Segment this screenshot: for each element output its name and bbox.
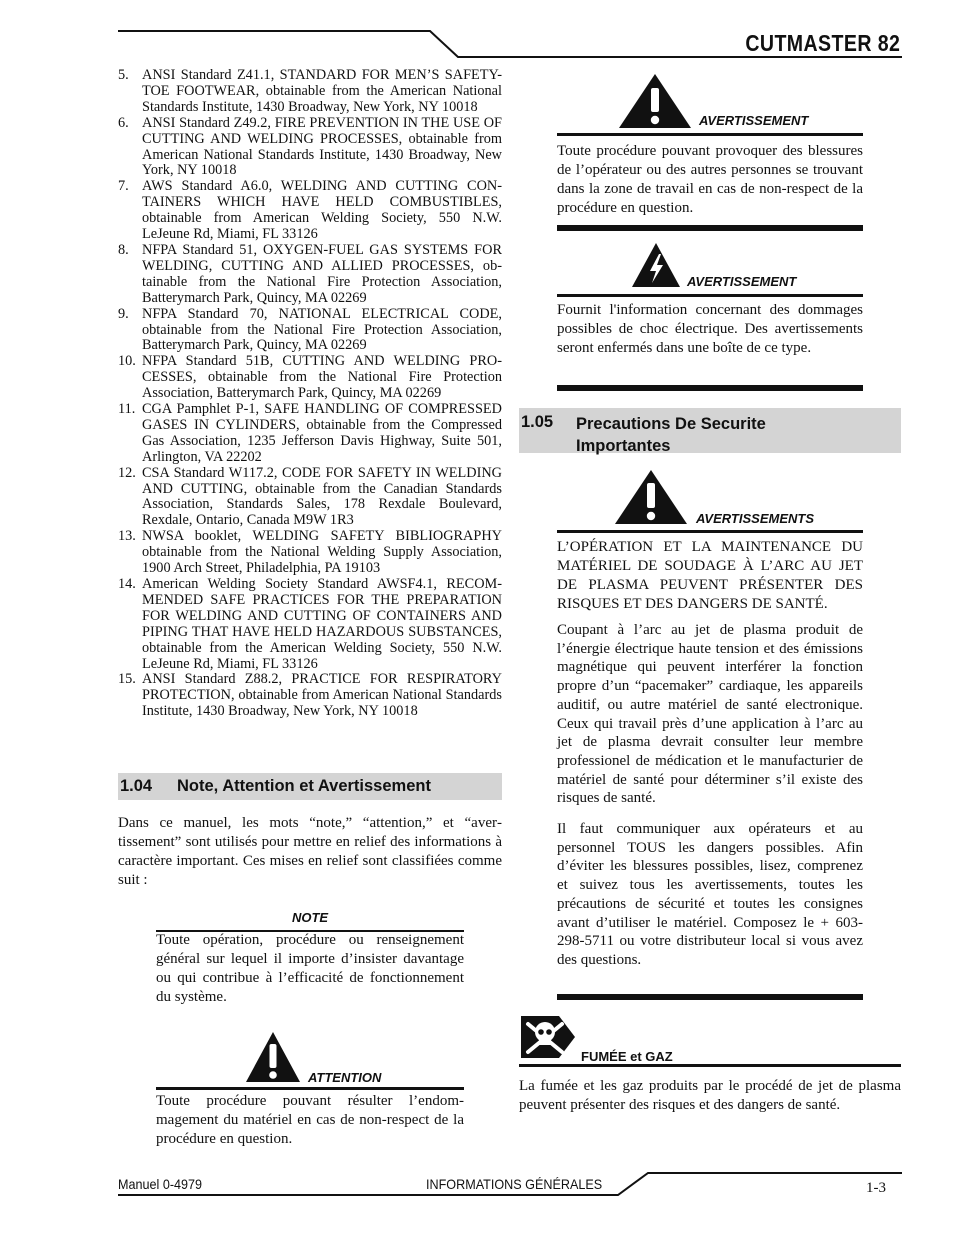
- reference-text: ANSI Standard Z41.1, STANDARD FOR MEN’S SAFETY-TOE FOOTWEAR, obtainable from the American National Standards Institute, 1430 Broadway, New York, NY 10018: [142, 67, 502, 115]
- footer-section-title: INFORMATIONS GÉNÉRALES: [426, 1176, 603, 1192]
- reference-item: [118, 672, 502, 720]
- reference-text: American Welding Society Standard AWSF4.1, RECOMMENDED SAFE PRACTICES FOR THE PREPARATION FOR WELDING AND CUTTING OF CONTAINERS AND PIPING THAT HAVE HELD HAZARDOUS SUBSTANCES, obtainable from the American Welding Society, 550 N.W. LeJeune Rd, Miami, FL 33126: [142, 576, 502, 672]
- attention-top-rule: [156, 1087, 464, 1090]
- reference-number: 10.: [118, 353, 136, 370]
- warning-box-general: [557, 68, 863, 226]
- section-intro: Dans ce manuel, les mots “note,” “attention,” et “avertissement” sont utilisés pour mettre en relief des informations à caractère important. Ces mises en relief sont classifiées comme suit :: [118, 815, 502, 888]
- warnings-paragraph-1: Coupant à l’arc au jet de plasma produit de l’énergie électrique haute tension et des émissions magnétique qui peuvent interférer la fonction propre d’un “pacemaker” cardiaque, les appareils auditif, ou autre matériel de santé electronique. Ceux qui travail près d’une application à l’arc au jet de plasma devrait consulter leur membre professionel de médication et le manufacturier de matériel de santé pour déterminer s’il existe des risques de santé.: [557, 622, 863, 807]
- warning-text: Toute procédure pouvant provoquer des blessures de l’opérateur ou des autres personnes se trouvant dans la zone de travail en cas de non-respect de la procédure en question.: [557, 143, 863, 216]
- reference-number: 11.: [118, 401, 136, 418]
- section-title: Note, Attention et Avertissement: [177, 777, 431, 795]
- reference-item: [118, 529, 502, 577]
- warning-label: AVERTISSEMENT: [699, 113, 809, 128]
- reference-text: CSA Standard W117.2, CODE FOR SAFETY IN WELDING AND CUTTING, obtainable from the Canadian Standards Association, Standards Sales, 178 Rexdale Boulevard, Rexdale, Ontario, Canada M9W 1R3: [142, 464, 502, 529]
- reference-number: 14.: [118, 576, 136, 592]
- note-top-rule: [156, 930, 464, 932]
- section-title-line-1: Precautions De Securite: [576, 415, 766, 433]
- warning-triangle-icon: [617, 72, 693, 130]
- reference-list: [118, 68, 502, 720]
- reference-text: NFPA Standard 51B, CUTTING AND WELDING PROCESSES, obtainable from the National Fire Protection Association, Batterymarch Park, Quincy, MA 02269: [142, 353, 502, 402]
- section-number: 1.04: [120, 777, 153, 795]
- warnings-label: AVERTISSEMENTS: [696, 511, 814, 526]
- fumes-rule: [519, 1064, 901, 1067]
- reference-text: NFPA Standard 51, OXYGEN-FUEL GAS SYSTEMS FOR WELDING, CUTTING AND ALLIED PROCESSES, obtainable from the National Fire Protection Association, Batterymarch Park, Quincy, MA 02269: [142, 241, 502, 306]
- electrical-bottom-rule: [557, 385, 863, 391]
- note-label: NOTE: [291, 910, 329, 925]
- reference-item: [118, 577, 502, 672]
- fumes-label: FUMÉE et GAZ: [581, 1049, 673, 1064]
- section-heading-1-05: [519, 408, 901, 453]
- note-text: Toute opération, procédure ou renseignement général sur lequel il importe d’insister davantage ou qui contribue à l’efficacité de fonctionnement du système.: [156, 932, 464, 1005]
- reference-number: 5.: [118, 67, 129, 83]
- reference-item: [118, 402, 502, 466]
- warnings-body: [557, 538, 863, 970]
- reference-text: NFPA Standard 70, NATIONAL ELECTRICAL CODE, obtainable from the National Fire Protection Association, Batterymarch Park, Quincy, MA 02269: [142, 305, 502, 354]
- skull-crossbones-icon: [519, 1012, 577, 1062]
- warnings-paragraph-2: Il faut communiquer aux opérateurs et au personnel TOUS les dangers possibles. Afin d’éviter les blessures possibles, lisez, comprenez et suivez tous les avertissements, toutes les précautions de sécurité et toutes les consignes avant d’utiliser le matériel. Composez le + 603-298-5711 ou votre distributeur local si vous avez des questions.: [557, 821, 863, 968]
- reference-number: 9.: [118, 305, 129, 322]
- reference-text: AWS Standard A6.0, WELDING AND CUTTING CONTAINERS WHICH HAVE HELD COMBUSTIBLES, obtainable from American Welding Society, 550 N.W. LeJeune Rd, Miami, FL 33126: [142, 178, 502, 243]
- warning-label: AVERTISSEMENT: [687, 274, 797, 289]
- document-title: CUTMASTER 82: [744, 30, 900, 56]
- warning-top-rule: [557, 133, 863, 136]
- reference-item: [118, 68, 502, 116]
- electrical-top-rule: [557, 294, 863, 297]
- reference-text: CGA Pamphlet P-1, SAFE HANDLING OF COMPRESSED GASES IN CYLINDERS, obtainable from the Compressed Gas Association, 1235 Jefferson Davis Highway, Suite 501, Arlington, VA 22202: [142, 401, 502, 465]
- reference-number: 7.: [118, 178, 129, 195]
- reference-item: [118, 179, 502, 243]
- section-title: [576, 413, 766, 457]
- warning-triangle-icon: [613, 468, 689, 526]
- reference-text: ANSI Standard Z49.2, FIRE PREVENTION IN THE USE OF CUTTING AND WELDING PROCESSES, obtainable from American National Standards Institute, 1430 Broadway, New York, NY 10018: [142, 114, 502, 179]
- reference-text: NWSA booklet, WELDING SAFETY BIBLIOGRAPHY obtainable from the National Welding Supply Association, 1900 Arch Street, Philadelphia, PA 19103: [142, 528, 502, 577]
- section-number: 1.05: [521, 413, 554, 431]
- reference-number: 6.: [118, 114, 129, 131]
- reference-item: [118, 243, 502, 307]
- warning-bottom-rule: [557, 225, 863, 231]
- section-heading-1-04: [118, 773, 502, 800]
- reference-number: 15.: [118, 671, 136, 688]
- section-title-line-2: Importantes: [576, 437, 671, 455]
- caution-triangle-icon: [244, 1030, 302, 1084]
- reference-item: [118, 116, 502, 180]
- reference-item: [118, 466, 502, 530]
- attention-text: Toute procédure pouvant résulter l’endommagement du matériel en cas de non-respect de la procédure en question.: [156, 1093, 464, 1147]
- electric-shock-icon: [630, 241, 682, 289]
- reference-number: 12.: [118, 464, 136, 481]
- reference-number: 13.: [118, 528, 136, 545]
- warnings-top-rule: [557, 530, 863, 533]
- manual-number: Manuel 0-4979: [118, 1176, 203, 1192]
- fumes-text: La fumée et les gaz produits par le procédé de jet de plasma peuvent présenter des risques et des dangers de santé.: [519, 1078, 901, 1113]
- warnings-caps-text: L’OPÉRATION ET LA MAINTENANCE DU MATÉRIEL DE SOUDAGE À L’ARC AU JET DE PLASMA PEUVENT PRÉSENTER DES RISQUES ET DES DANGERS DE SANTÉ.: [557, 539, 863, 612]
- reference-item: [118, 354, 502, 402]
- electrical-warning-text: Fournit l'information concernant des dommages possibles de choc électrique. Des avertissements seront enfermés dans une boîte de ce type.: [557, 302, 863, 356]
- note-box: [156, 910, 464, 1007]
- warning-box-electrical: [557, 239, 863, 389]
- reference-item: [118, 307, 502, 355]
- page-number: 1-3: [866, 1180, 886, 1196]
- reference-text: ANSI Standard Z88.2, PRACTICE FOR RESPIRATORY PROTECTION, obtainable from American National Standards Institute, 1430 Broadway, New York, NY 10018: [142, 671, 502, 720]
- reference-number: 8.: [118, 241, 129, 258]
- warnings-bottom-rule: [557, 994, 863, 1000]
- attention-label: ATTENTION: [308, 1070, 382, 1085]
